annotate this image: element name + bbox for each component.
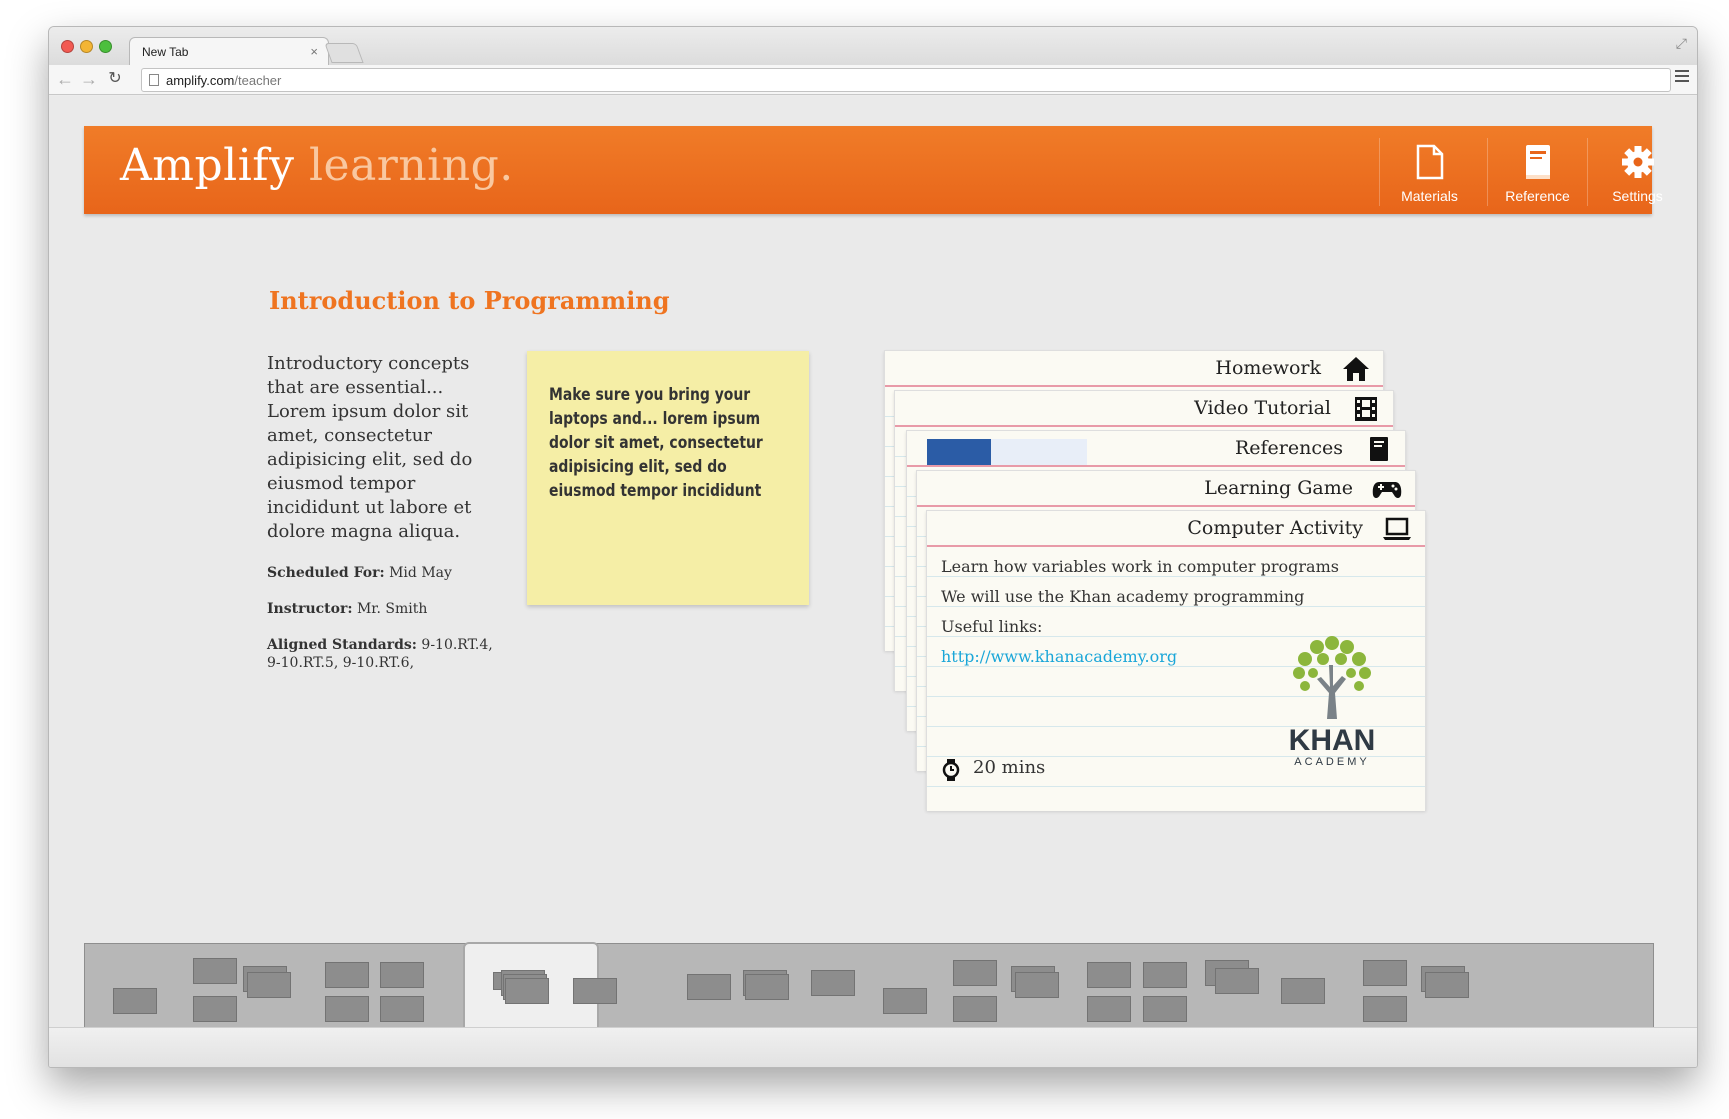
- scheduled-for: [267, 564, 497, 582]
- khan-academy-logo: [1277, 631, 1387, 768]
- filmstrip-thumbnail[interactable]: [193, 996, 237, 1022]
- home-icon: [1341, 355, 1371, 383]
- video-tutorial-card-label: Video Tutorial: [1194, 397, 1331, 419]
- document-icon: [1412, 142, 1448, 182]
- app-header: [84, 126, 1663, 214]
- aligned-standards: [267, 636, 497, 672]
- filmstrip-thumbnail[interactable]: [1143, 962, 1187, 988]
- tab-close-icon[interactable]: ×: [310, 44, 318, 59]
- url-path: /teacher: [234, 73, 282, 88]
- materials-button[interactable]: [1379, 138, 1479, 206]
- lesson-filmstrip[interactable]: [84, 943, 1654, 1033]
- filmstrip-thumbnail[interactable]: [325, 962, 369, 988]
- standards-label: Aligned Standards:: [267, 637, 417, 653]
- filmstrip-thumbnail[interactable]: [573, 978, 617, 1004]
- computer-activity-card[interactable]: [926, 510, 1426, 810]
- maximize-window-button[interactable]: [99, 40, 112, 53]
- activity-line-2: We will use the Khan academy programming: [941, 587, 1305, 606]
- scheduled-value: Mid May: [389, 565, 452, 581]
- filmstrip-thumbnail[interactable]: [193, 958, 237, 984]
- browser-window: [48, 26, 1698, 1068]
- activity-line-3: Useful links:: [941, 617, 1043, 636]
- browser-toolbar: [49, 65, 1697, 95]
- lesson-description: Introductory concepts that are essential... Lorem ipsum dolor sit amet, consectetur adipisicing elit, sed do eiusmod tempor incididunt ut labore et dolore magna aliqua.: [267, 353, 473, 542]
- materials-label: Materials: [1401, 188, 1458, 204]
- filmstrip-thumbnail[interactable]: [1087, 962, 1131, 988]
- reference-label: Reference: [1505, 188, 1570, 204]
- lesson-title: Introduction to Programming: [269, 286, 670, 315]
- browser-menu-icon[interactable]: [1675, 70, 1689, 84]
- book-icon: [1520, 142, 1556, 182]
- activity-line-1: Learn how variables work in computer programs: [941, 557, 1339, 576]
- url-domain: amplify.com: [166, 73, 235, 88]
- brand-logo[interactable]: [120, 140, 514, 191]
- filmstrip-thumbnail[interactable]: [380, 996, 424, 1022]
- title-bar: [49, 27, 1697, 65]
- filmstrip-thumbnail[interactable]: [325, 996, 369, 1022]
- back-arrow-icon[interactable]: ←: [56, 69, 74, 89]
- gamepad-icon: [1371, 475, 1403, 503]
- settings-label: Settings: [1612, 188, 1663, 204]
- reference-button[interactable]: [1487, 138, 1587, 206]
- brand-sub: learning.: [308, 140, 514, 191]
- close-window-button[interactable]: [61, 40, 74, 53]
- book-icon: [1363, 435, 1393, 463]
- forward-arrow-icon[interactable]: →: [80, 69, 98, 89]
- laptop-icon: [1381, 515, 1413, 543]
- film-icon: [1351, 395, 1381, 423]
- computer-activity-card-label: Computer Activity: [1187, 517, 1363, 539]
- scheduled-label: Scheduled For:: [267, 565, 385, 581]
- filmstrip-thumbnail[interactable]: [1015, 972, 1059, 998]
- minimize-window-button[interactable]: [80, 40, 93, 53]
- filmstrip-thumbnail[interactable]: [1143, 996, 1187, 1022]
- new-tab-button[interactable]: [324, 43, 363, 63]
- tab-title: New Tab: [142, 45, 189, 59]
- filmstrip-thumbnail[interactable]: [953, 960, 997, 986]
- instructor: [267, 600, 497, 618]
- url-text: [166, 73, 281, 88]
- filmstrip-thumbnail[interactable]: [811, 970, 855, 996]
- khan-logo-sub: ACADEMY: [1294, 756, 1370, 768]
- learning-game-card-label: Learning Game: [1204, 477, 1353, 499]
- instructor-value: Mr. Smith: [356, 601, 428, 617]
- filmstrip-thumbnail[interactable]: [1363, 960, 1407, 986]
- filmstrip-thumbnail[interactable]: [1215, 968, 1259, 994]
- status-bar: [49, 1027, 1697, 1067]
- filmstrip-thumbnail[interactable]: [247, 972, 291, 998]
- brand-main: Amplify: [120, 140, 295, 191]
- browser-tab[interactable]: [129, 37, 329, 65]
- address-bar[interactable]: [141, 68, 1671, 92]
- page-icon: [149, 74, 159, 86]
- filmstrip-thumbnail[interactable]: [883, 988, 927, 1014]
- filmstrip-thumbnail[interactable]: [505, 978, 549, 1004]
- khan-academy-link[interactable]: http://www.khanacademy.org: [941, 647, 1178, 666]
- reload-icon[interactable]: ↻: [108, 70, 122, 87]
- sticky-note[interactable]: [527, 351, 809, 605]
- filmstrip-thumbnail[interactable]: [380, 962, 424, 988]
- fullscreen-icon[interactable]: ⤢: [1675, 35, 1687, 51]
- homework-card-label: Homework: [1215, 357, 1321, 379]
- references-card-label: References: [1234, 437, 1343, 459]
- settings-button[interactable]: [1587, 138, 1687, 206]
- filmstrip-thumbnail[interactable]: [1425, 972, 1469, 998]
- filmstrip-thumbnail[interactable]: [687, 974, 731, 1000]
- filmstrip-thumbnail[interactable]: [745, 974, 789, 1000]
- sticky-note-text: Make sure you bring your laptops and... lorem ipsum dolor sit amet, consectetur adipisicing elit, sed do eiusmod tempor incididunt: [549, 385, 763, 501]
- standards-value: 9-10.RT.4, 9-10.RT.5, 9-10.RT.6,: [267, 637, 493, 671]
- gear-icon: [1620, 142, 1656, 182]
- instructor-label: Instructor:: [267, 601, 353, 617]
- khan-logo-word: KHAN: [1288, 724, 1376, 757]
- page-viewport: [49, 96, 1697, 1028]
- filmstrip-thumbnail[interactable]: [953, 996, 997, 1022]
- filmstrip-thumbnail[interactable]: [1087, 996, 1131, 1022]
- filmstrip-thumbnail[interactable]: [1281, 978, 1325, 1004]
- tree-icon: [1277, 631, 1387, 721]
- filmstrip-thumbnail[interactable]: [113, 988, 157, 1014]
- duration-text: 20 mins: [973, 757, 1046, 778]
- stopwatch-icon: [941, 759, 961, 781]
- filmstrip-thumbnail[interactable]: [1363, 996, 1407, 1022]
